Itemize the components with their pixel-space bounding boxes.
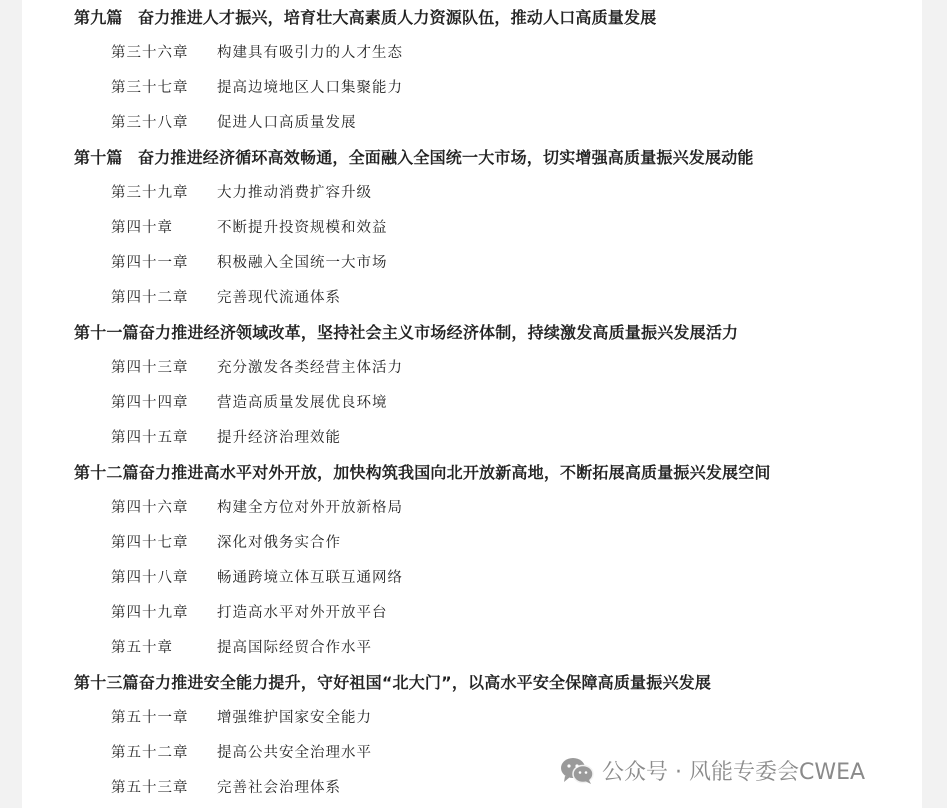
chapter-title: 促进人口高质量发展: [217, 115, 357, 131]
chapter-entry: [111, 498, 403, 518]
chapter-title: 提升经济治理效能: [217, 430, 341, 446]
part-title: 奋力推进经济领域改革，坚持社会主义市场经济体制，持续激发高质量振兴发展活力: [138, 323, 739, 342]
chapter-title: 充分激发各类经营主体活力: [217, 360, 403, 376]
chapter-entry: [111, 218, 388, 238]
chapter-number: 第四十六章: [111, 500, 189, 516]
chapter-number: 第四十七章: [111, 535, 189, 551]
chapter-title: 构建具有吸引力的人才生态: [217, 45, 403, 61]
chapter-entry: [111, 78, 403, 98]
chapter-number: 第四十二章: [111, 290, 189, 306]
chapter-entry: [111, 43, 403, 63]
chapter-entry: [111, 743, 372, 763]
part-number: 第十篇: [74, 148, 123, 167]
watermark: [560, 755, 865, 786]
part-heading: [74, 673, 711, 693]
part-number: 第九篇: [74, 8, 123, 27]
chapter-number: 第五十章: [111, 640, 173, 656]
watermark-text: 公众号 · 风能专委会CWEA: [602, 760, 866, 785]
chapter-number: 第四十四章: [111, 395, 189, 411]
part-number: 第十三篇: [74, 673, 139, 692]
part-heading: [74, 148, 754, 168]
part-heading: [74, 8, 656, 28]
chapter-title: 深化对俄务实合作: [217, 535, 341, 551]
chapter-number: 第四十一章: [111, 255, 189, 271]
part-title: 奋力推进安全能力提升，守好祖国“北大门”，以高水平安全保障高质量振兴发展: [138, 673, 712, 692]
chapter-title: 积极融入全国统一大市场: [217, 255, 388, 271]
chapter-title: 提高公共安全治理水平: [217, 745, 372, 761]
part-title: 奋力推进经济循环高效畅通，全面融入全国统一大市场，切实增强高质量振兴发展动能: [138, 148, 754, 167]
part-number: 第十一篇: [74, 323, 139, 342]
chapter-title: 增强维护国家安全能力: [217, 710, 372, 726]
chapter-number: 第五十一章: [111, 710, 189, 726]
chapter-entry: [111, 638, 372, 658]
chapter-number: 第三十七章: [111, 80, 189, 96]
chapter-title: 畅通跨境立体互联互通网络: [217, 570, 403, 586]
part-title: 奋力推进人才振兴，培育壮大高素质人力资源队伍，推动人口高质量发展: [138, 8, 657, 27]
chapter-title: 完善现代流通体系: [217, 290, 341, 306]
part-heading: [74, 323, 738, 343]
chapter-title: 不断提升投资规模和效益: [217, 220, 388, 236]
chapter-title: 打造高水平对外开放平台: [217, 605, 388, 621]
chapter-title: 营造高质量发展优良环境: [217, 395, 388, 411]
chapter-entry: [111, 113, 357, 133]
chapter-number: 第四十三章: [111, 360, 189, 376]
wechat-icon: [560, 757, 594, 785]
chapter-number: 第三十九章: [111, 185, 189, 201]
chapter-entry: [111, 393, 388, 413]
chapter-number: 第四十九章: [111, 605, 189, 621]
chapter-entry: [111, 603, 388, 623]
chapter-number: 第四十章: [111, 220, 173, 236]
chapter-entry: [111, 568, 403, 588]
part-title: 奋力推进高水平对外开放，加快构筑我国向北开放新高地，不断拓展高质量振兴发展空间: [138, 463, 771, 482]
chapter-number: 第五十二章: [111, 745, 189, 761]
chapter-entry: [111, 708, 372, 728]
chapter-number: 第三十八章: [111, 115, 189, 131]
chapter-title: 大力推动消费扩容升级: [217, 185, 372, 201]
chapter-number: 第五十三章: [111, 780, 189, 796]
chapter-entry: [111, 428, 341, 448]
chapter-title: 构建全方位对外开放新格局: [217, 500, 403, 516]
part-heading: [74, 463, 771, 483]
part-number: 第十二篇: [74, 463, 139, 482]
chapter-title: 提高国际经贸合作水平: [217, 640, 372, 656]
chapter-title: 完善社会治理体系: [217, 780, 341, 796]
chapter-entry: [111, 253, 388, 273]
chapter-entry: [111, 288, 341, 308]
chapter-entry: [111, 183, 372, 203]
chapter-entry: [111, 778, 341, 798]
chapter-entry: [111, 533, 341, 553]
document-page: [22, 0, 922, 808]
chapter-number: 第四十八章: [111, 570, 189, 586]
chapter-entry: [111, 358, 403, 378]
chapter-title: 提高边境地区人口集聚能力: [217, 80, 403, 96]
chapter-number: 第三十六章: [111, 45, 189, 61]
chapter-number: 第四十五章: [111, 430, 189, 446]
